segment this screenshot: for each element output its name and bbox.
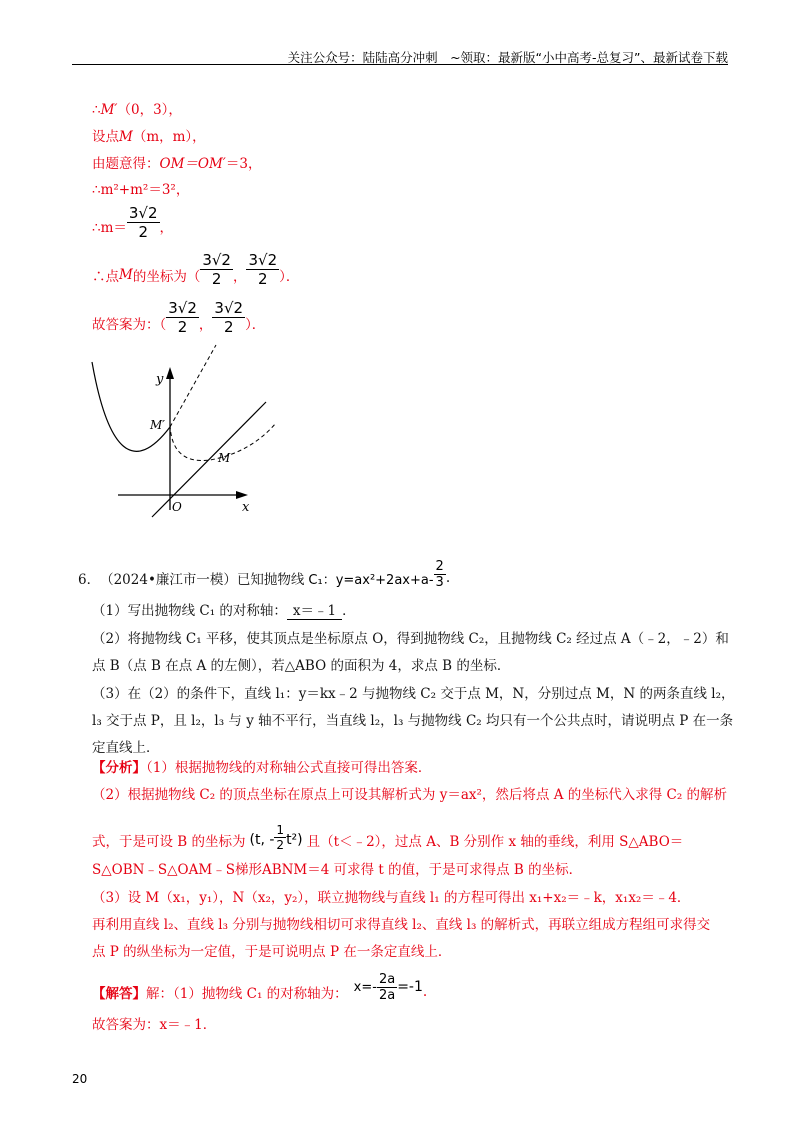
label-m: M [218, 451, 231, 465]
solution-line-3 [92, 152, 261, 172]
fraction-3root2-over-2 [166, 299, 199, 336]
fraction-3root2-over-2 [127, 204, 160, 241]
question-1 [92, 599, 356, 620]
analysis-line-5: （3）设 M（x₁，y₁），N（x₂，y₂），联立抛物线与直线 l₁ 的方程可得出 x₁+x₂＝﹣k，x₁x₂＝﹣4． [92, 890, 691, 906]
parabola-graph [80, 335, 290, 525]
analysis-line-2: （2）根据抛物线 C₂ 的顶点坐标在原点上可设其解析式为 y＝ax²，然后将点 A 的坐标代入求得 C₂ 的解析 [92, 787, 728, 803]
y-axis-arrow-icon [166, 367, 174, 379]
text: ）． [279, 269, 300, 285]
denominator: 2a [378, 987, 396, 1003]
text: 式，于是可设 B 的坐标为 [92, 834, 246, 850]
denominator: 2 [276, 837, 285, 852]
text: 且（t＜﹣2），过点 A、B 分别作 x 轴的垂线，利用 S△ABO＝ [306, 834, 684, 850]
text: ）． [245, 317, 266, 333]
coord-m: （m，m）， [132, 129, 206, 145]
text: 由题意得： [92, 156, 160, 172]
numerator: 3√2 [202, 250, 231, 269]
label-y: y [156, 372, 164, 387]
text: . [445, 570, 451, 586]
solution-line-5 [92, 203, 174, 246]
text: ＝3， [225, 156, 262, 172]
fraction-2a-over-2a [377, 972, 397, 1003]
equation: OM＝OM′ [159, 156, 226, 172]
question-3-line-3: 定直线上． [92, 740, 160, 756]
solution-line-4: ∴m²+m²＝3²， [92, 182, 190, 198]
text: 设点 [92, 129, 119, 145]
fraction-3root2-over-2 [246, 251, 279, 288]
denominator: 2 [258, 269, 268, 288]
numerator: 2 [435, 558, 444, 574]
text: 的坐标为（ [132, 269, 201, 285]
analysis-tag: 【分析】 [92, 760, 146, 776]
fraction-1-over-2 [274, 823, 286, 852]
text: ， [159, 220, 174, 236]
text: ∴m＝ [92, 220, 127, 236]
denominator: 2 [177, 317, 188, 336]
therefore-symbol: ∴ [92, 102, 101, 118]
label-x: x [242, 500, 250, 515]
problem-number: 6． [78, 572, 101, 588]
question-3-line-2: l₃ 交于点 P，且 l₂，l₃ 与 y 轴不平行，当直线 l₂，l₃ 与抛物线 C₂ 均只有一个公共点时，请说明点 P 在一条 [92, 713, 734, 729]
solution-line-6 [92, 250, 300, 295]
parabola-dashed-up [170, 345, 216, 427]
label-origin: O [172, 500, 182, 514]
problem-source: （2024•廉江市一模）已知抛物线 [100, 572, 305, 588]
numerator: 1 [276, 822, 285, 837]
analysis-line-3 [92, 820, 683, 860]
numerator: 3√2 [168, 298, 197, 317]
numerator: 3√2 [128, 203, 158, 222]
label-m-prime: M′ [150, 418, 166, 432]
page-number: 20 [72, 1072, 88, 1086]
parabola-formula: C₁：y=ax²+2ax+a- [308, 572, 434, 588]
analysis-line-7: 点 P 的纵坐标为一定值，于是可说明点 P 在一条定直线上． [92, 944, 452, 960]
denominator: 3 [435, 574, 444, 590]
coord-close: t²) [286, 832, 303, 848]
text: （1）写出抛物线 C₁ 的对称轴： [92, 603, 287, 619]
text: 解：（1）抛物线 C₁ 的对称轴为： [146, 986, 348, 1002]
text: （1）根据抛物线的对称轴公式直接可得出答案． [146, 760, 432, 776]
numerator: 3√2 [214, 298, 244, 317]
eq-right: =-1 [397, 979, 423, 995]
page-header: 关注公众号：陆陆高分冲刺 ~领取：最新版“小中高考-总复习”、最新试卷下载 [287, 50, 728, 65]
numerator: 3√2 [248, 250, 278, 269]
coord-open: (t, - [249, 832, 275, 848]
answer-tag: 【解答】 [92, 986, 146, 1002]
eq-left: x=- [353, 979, 377, 995]
text: . [422, 984, 428, 1000]
answer-line-1 [92, 972, 427, 1012]
comma: ， [232, 269, 247, 285]
fraction-2-over-3 [434, 559, 446, 590]
var-m-prime: M′ [100, 102, 118, 118]
x-axis-arrow-icon [236, 491, 248, 499]
analysis-line-1 [92, 756, 431, 776]
fraction-3root2-over-2 [212, 299, 245, 336]
solution-line-1 [92, 98, 182, 118]
var-m: M [119, 267, 133, 283]
denominator: 2 [223, 317, 234, 336]
answer-line-2: 故答案为：x＝﹣1． [92, 1017, 217, 1033]
var-m: M [119, 129, 133, 145]
coord-m-prime: （0，3）， [117, 102, 182, 118]
question-2-line-2: 点 B（点 B 在点 A 的左侧），若△ABO 的面积为 4，求点 B 的坐标． [92, 658, 511, 674]
denominator: 2 [211, 269, 222, 288]
text: 故答案为：（ [92, 317, 167, 333]
text: ． [342, 603, 356, 619]
numerator: 2a [378, 971, 396, 987]
denominator: 2 [138, 222, 148, 241]
question-3-line-1: （3）在（2）的条件下，直线 l₁：y＝kx﹣2 与抛物线 C₂ 交于点 M，N，分别过点 M，N 的两条直线 l₂， [92, 686, 735, 702]
comma: ， [198, 317, 213, 333]
problem-6-title [78, 560, 450, 596]
fraction-3root2-over-2 [200, 251, 233, 288]
header-rule [72, 64, 728, 65]
analysis-line-4: S△OBN﹣S△OAM﹣S梯形ABNM＝4 可求得 t 的值，于是可求得点 B 的坐标． [92, 862, 583, 878]
text: ∴点 [92, 269, 119, 285]
analysis-line-6: 再利用直线 l₂、直线 l₃ 分别与抛物线相切可求得直线 l₂、直线 l₃ 的解析式，再联立组成方程组可求得交 [92, 917, 711, 933]
answer-blank: x＝﹣1 [287, 599, 342, 620]
solution-line-2 [92, 125, 206, 145]
question-2-line-1: （2）将抛物线 C₁ 平移，使其顶点是坐标原点 O，得到抛物线 C₂，且抛物线 C₂ 经过点 A（﹣2，﹣2）和 [92, 631, 729, 647]
